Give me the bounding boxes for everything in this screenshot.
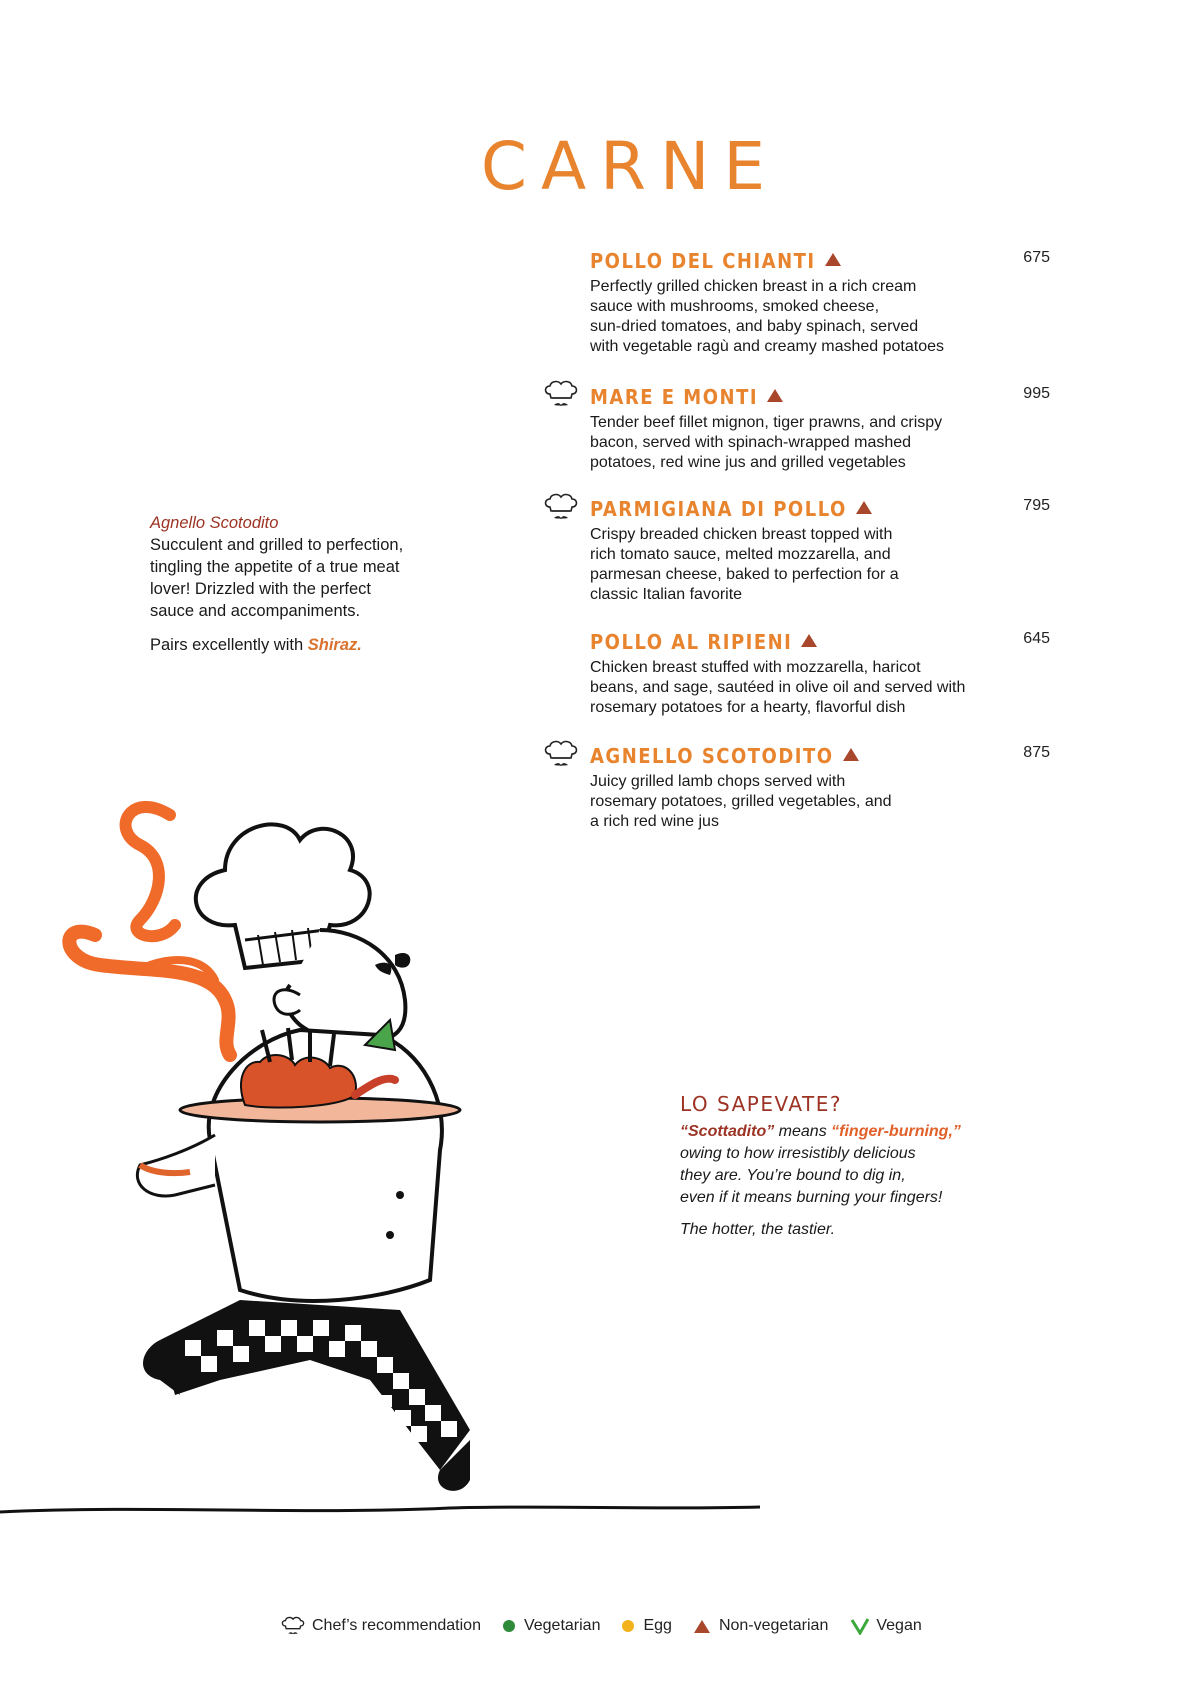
menu-item bbox=[590, 383, 1060, 473]
item-price: 875 bbox=[1023, 744, 1050, 761]
chef-hat-icon bbox=[280, 1615, 306, 1637]
green-v-icon bbox=[850, 1617, 870, 1635]
wine-pairing: Pairs excellently with Shiraz. bbox=[150, 636, 362, 654]
dietary-legend bbox=[280, 1612, 1000, 1640]
chef-hat-icon bbox=[542, 491, 580, 523]
item-description: Chicken breast stuffed with mozzarella, haricot beans, and sage, sautéed in olive oil and served with rosemary potatoes for a hearty, flavorful dish bbox=[590, 659, 966, 716]
item-price: 675 bbox=[1023, 249, 1050, 266]
chef-hat-icon bbox=[542, 738, 580, 770]
non-vegetarian-icon bbox=[825, 253, 841, 266]
item-name: POLLO AL RIPIENI bbox=[590, 630, 793, 654]
legend-item-chef: Chef’s recommendation bbox=[280, 1615, 481, 1637]
fun-fact-body: “Scottadito” means “finger-burning,” owing to how irresistibly delicious they are. You’re bound to dig in, even if it means burning your fingers! bbox=[680, 1123, 961, 1206]
legend-item-non-vegetarian: Non-vegetarian bbox=[694, 1617, 828, 1635]
page-title: CARNE bbox=[480, 128, 780, 205]
non-vegetarian-icon bbox=[767, 389, 783, 402]
brown-triangle-icon bbox=[694, 1620, 710, 1633]
fun-fact bbox=[680, 1093, 1000, 1241]
item-name: POLLO DEL CHIANTI bbox=[590, 249, 816, 273]
item-description: Tender beef fillet mignon, tiger prawns, and crispy bacon, served with spinach-wrapped mashed potatoes, red wine jus and grilled vegetables bbox=[590, 414, 943, 471]
menu-item bbox=[590, 495, 1060, 605]
item-name: AGNELLO SCOTODITO bbox=[590, 744, 834, 768]
legend-item-egg: Egg bbox=[622, 1617, 671, 1635]
wine-name: Shiraz. bbox=[307, 636, 362, 654]
fun-fact-tagline: The hotter, the tastier. bbox=[680, 1221, 836, 1238]
side-note-title: Agnello Scotodito bbox=[150, 514, 279, 532]
side-note bbox=[150, 512, 440, 656]
menu-item bbox=[590, 628, 1060, 718]
item-name: MARE E MONTI bbox=[590, 385, 759, 409]
non-vegetarian-icon bbox=[843, 748, 859, 761]
side-note-body: Succulent and grilled to perfection, tingling the appetite of a true meat lover! Drizzled with the perfect sauce and accompaniments. bbox=[150, 536, 404, 620]
item-price: 645 bbox=[1023, 630, 1050, 647]
item-description: Crispy breaded chicken breast topped with rich tomato sauce, melted mozzarella, and parmesan cheese, baked to perfection for a classic Italian favorite bbox=[590, 526, 899, 603]
chef-hat-icon bbox=[542, 378, 580, 410]
legend-item-vegetarian: Vegetarian bbox=[503, 1617, 601, 1635]
green-dot-icon bbox=[503, 1620, 515, 1632]
non-vegetarian-icon bbox=[856, 501, 872, 514]
fun-fact-title: LO SAPEVATE? bbox=[680, 1092, 842, 1116]
item-price: 795 bbox=[1023, 497, 1050, 514]
yellow-dot-icon bbox=[622, 1620, 634, 1632]
item-description: Juicy grilled lamb chops served with rosemary potatoes, grilled vegetables, and a rich red wine jus bbox=[590, 773, 892, 830]
item-price: 995 bbox=[1023, 385, 1050, 402]
non-vegetarian-icon bbox=[801, 634, 817, 647]
legend-item-vegan: Vegan bbox=[850, 1617, 921, 1635]
item-description: Perfectly grilled chicken breast in a rich cream sauce with mushrooms, smoked cheese, sun-dried tomatoes, and baby spinach, served with vegetable ragù and creamy mashed potatoes bbox=[590, 278, 944, 355]
item-name: PARMIGIANA DI POLLO bbox=[590, 497, 847, 521]
chef-illustration bbox=[0, 780, 760, 1540]
menu-item bbox=[590, 247, 1060, 357]
